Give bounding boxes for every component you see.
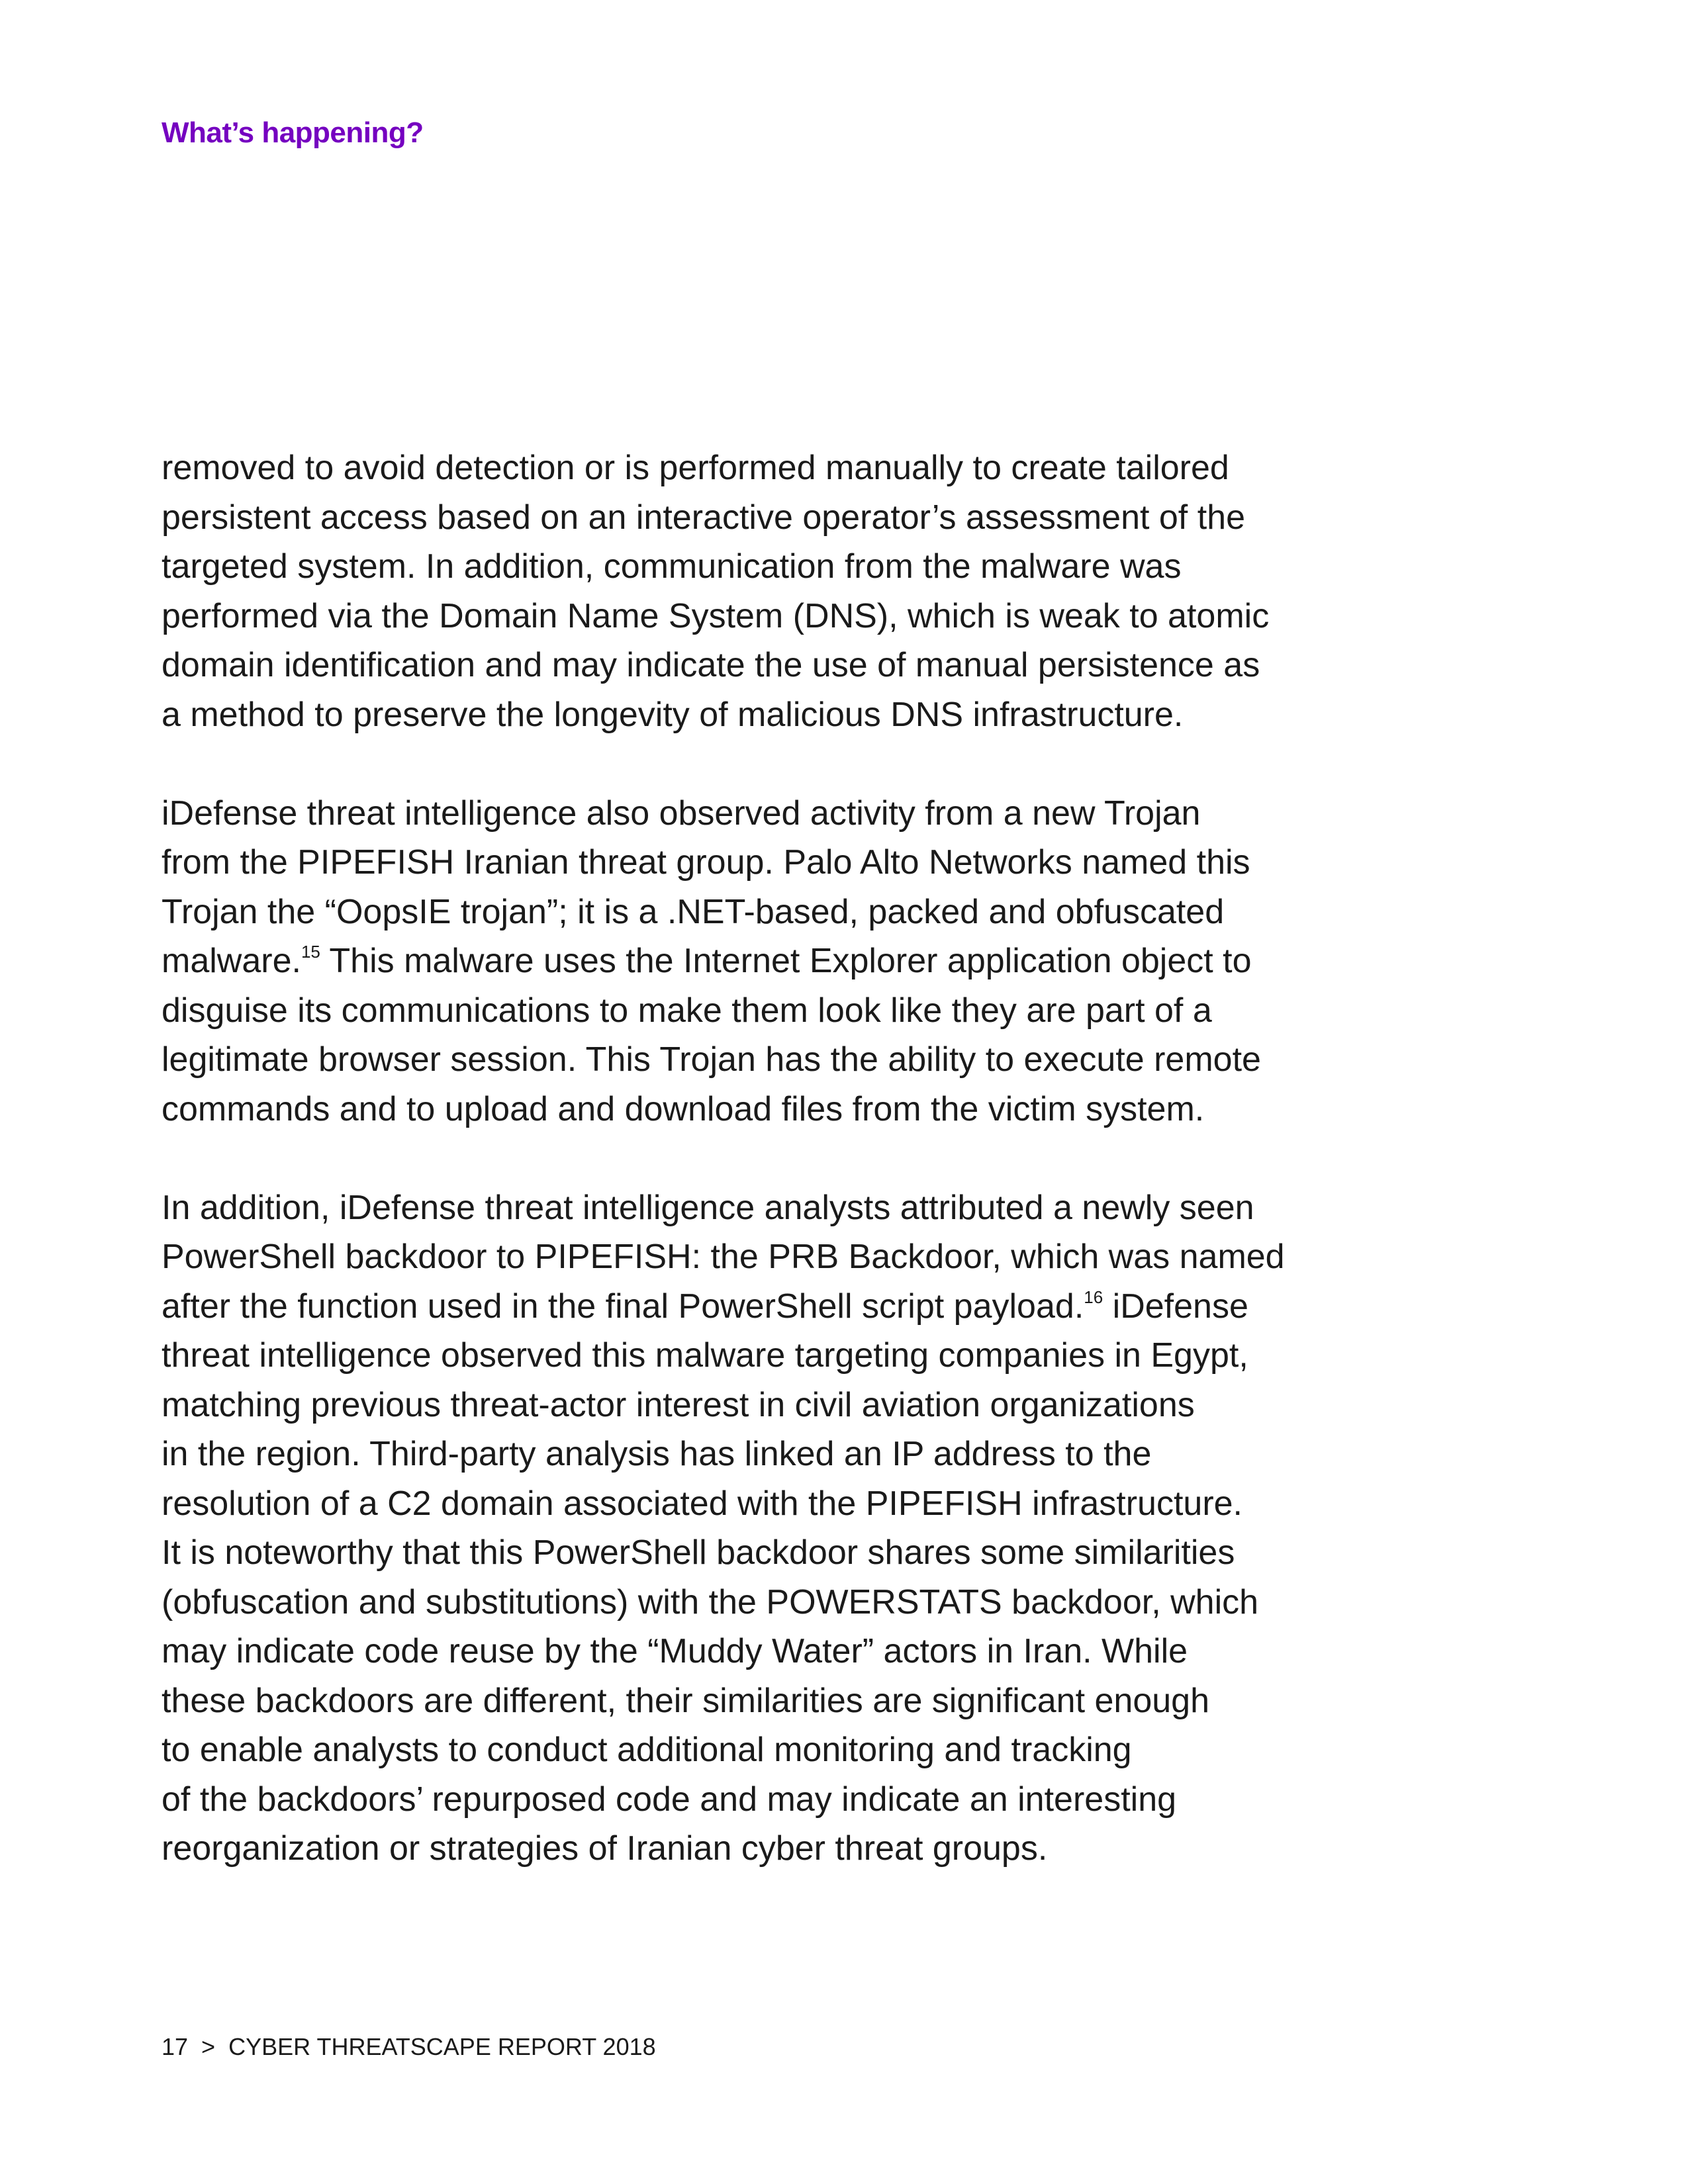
section-title: What’s happening? bbox=[162, 116, 424, 149]
footnote-ref-15: 15 bbox=[301, 942, 320, 962]
footnote-ref-16: 16 bbox=[1084, 1287, 1103, 1307]
text-line: of the backdoors’ repurposed code and may indicate an interesting bbox=[162, 1780, 1177, 1819]
text-line: these backdoors are different, their similarities are significant enough bbox=[162, 1681, 1210, 1720]
text-segment: malware. bbox=[162, 942, 301, 980]
text-line bbox=[162, 1282, 1386, 1332]
text-segment: This malware uses the Internet Explorer application object to bbox=[320, 942, 1252, 980]
text-line: persistent access based on an interactive operator’s assessment of the bbox=[162, 498, 1245, 537]
text-line: may indicate code reuse by the “Muddy Water” actors in Iran. While bbox=[162, 1632, 1188, 1670]
text-line: in the region. Third-party analysis has linked an IP address to the bbox=[162, 1435, 1152, 1473]
text-line: threat intelligence observed this malware targeting companies in Egypt, bbox=[162, 1336, 1248, 1375]
text-line: commands and to upload and download files from the victim system. bbox=[162, 1089, 1205, 1128]
paragraph-3 bbox=[162, 1183, 1386, 1874]
paragraph-2 bbox=[162, 789, 1386, 1134]
text-line: a method to preserve the longevity of malicious DNS infrastructure. bbox=[162, 695, 1184, 734]
text-line: to enable analysts to conduct additional monitoring and tracking bbox=[162, 1731, 1132, 1769]
text-line: iDefense threat intelligence also observed activity from a new Trojan bbox=[162, 794, 1201, 833]
text-line: removed to avoid detection or is performed manually to create tailored bbox=[162, 449, 1229, 487]
text-line: targeted system. In addition, communication from the malware was bbox=[162, 547, 1182, 586]
text-segment: after the function used in the final PowerShell script payload. bbox=[162, 1287, 1084, 1326]
text-line: It is noteworthy that this PowerShell backdoor shares some similarities bbox=[162, 1533, 1235, 1572]
text-line: disguise its communications to make them look like they are part of a bbox=[162, 991, 1212, 1030]
breadcrumb-separator: > bbox=[201, 2033, 216, 2060]
report-title: CYBER THREATSCAPE REPORT 2018 bbox=[228, 2033, 656, 2060]
text-line: reorganization or strategies of Iranian cyber threat groups. bbox=[162, 1829, 1048, 1868]
text-line: legitimate browser session. This Trojan has the ability to execute remote bbox=[162, 1040, 1261, 1079]
text-segment: iDefense bbox=[1103, 1287, 1248, 1326]
text-line: performed via the Domain Name System (DNS), which is weak to atomic bbox=[162, 596, 1270, 635]
page-number: 17 bbox=[162, 2033, 189, 2060]
article-body bbox=[162, 443, 1386, 1874]
text-line: PowerShell backdoor to PIPEFISH: the PRB Backdoor, which was named bbox=[162, 1238, 1285, 1276]
text-line: In addition, iDefense threat intelligence analysts attributed a newly seen bbox=[162, 1188, 1254, 1227]
text-line bbox=[162, 936, 1386, 986]
text-line: (obfuscation and substitutions) with the POWERSTATS backdoor, which bbox=[162, 1582, 1259, 1621]
text-line: resolution of a C2 domain associated with the PIPEFISH infrastructure. bbox=[162, 1484, 1243, 1523]
text-line: Trojan the “OopsIE trojan”; it is a .NET-based, packed and obfuscated bbox=[162, 892, 1225, 931]
page-footer bbox=[162, 2033, 656, 2061]
paragraph-1 bbox=[162, 443, 1386, 739]
text-line: from the PIPEFISH Iranian threat group. Palo Alto Networks named this bbox=[162, 843, 1250, 882]
text-line: domain identification and may indicate the use of manual persistence as bbox=[162, 646, 1260, 684]
text-line: matching previous threat-actor interest in civil aviation organizations bbox=[162, 1385, 1195, 1424]
